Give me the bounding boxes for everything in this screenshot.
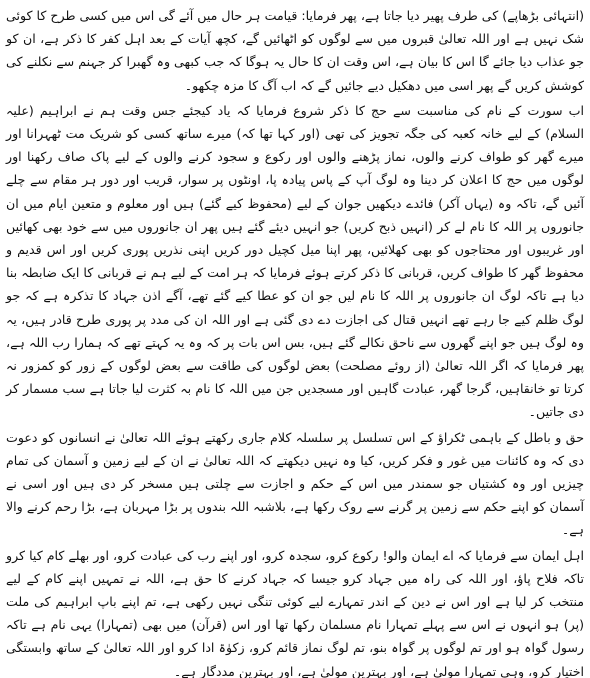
paragraph-hajj: اب سورت کے نام کی مناسبت سے حج کا ذکر شروع فرمایا کہ یاد کیجئے جس وقت ہم نے ابراہیم (علیہ السلام) کے لیے خانہ کعبہ کی جگہ تجویز کی تھی (اور کہا تھا کہ) میرے ساتھ کسی کو شریک مت ٹھہرانا اور میرے گھر کو طواف کرنے والوں، نماز پڑھنے والوں اور رکوع و سجود کرنے والوں کے لیے پاک صاف رکھنا اور لوگوں میں حج کا اعلان کر دینا وہ لوگ آپ کے پاس پیادہ پا، اونٹوں پر سوار، قریب اور دور ہر مقام سے چلے آئیں گے، تاکہ وہ (یہاں آکر) فائدے دیکھیں جوان کے لیے (محفوظ کیے گئے) ہیں اور معلوم و متعین ایام میں ان جانوروں پر اللہ کا نام لے کر (انہیں ذبح کریں) جو انہیں دیئے گئے ہیں پھر ان جانوروں میں سے خود بھی کھائیں اور غریبوں اور محتاجوں کو بھی کھلائیں، پھر اپنا میل کچیل دور کریں اپنی نذریں پوری کریں اور اس قدیم و محفوظ گھر کا طواف کریں، قربانی کا ذکر کرتے ہوئے فرمایا کہ ہر امت کے لیے ہم نے قربانی کا ایک ضابطہ بنا دیا ہے تاکہ لوگ ان جانوروں پر اللہ کا نام لیں جو ان کو عطا کیے گئے تھے، آگے اذن جہاد کا تذکرہ ہے کہ جو لوگ ظلم کیے جا رہے تھے انہیں قتال کی اجازت دے دی گئی ہے اور اللہ ان کی مدد پر پوری طرح قادر ہیں، یہ وہ لوگ ہیں جو اپنے گھروں سے ناحق نکالے گئے ہیں، بس اس بات پر کہ وہ یہ کہتے تھے کہ ہمارا رب اللہ ہے، پھر فرمایا کہ اگر اللہ تعالیٰ (از روئے مصلحت) بعض لوگوں کی طاقت سے بعض لوگوں کے زور کو کمزور نہ کرتا تو خانقاہیں، گرجا گھر، عبادت گاہیں اور مسجدیں جن میں اللہ کا نام بہ کثرت لیا جاتا ہے سب مسمار کر دی جاتیں۔ <box>6 102 584 420</box>
paragraph-reflection: حق و باطل کے باہمی ٹکراؤ کے اس تسلسل پر سلسلہ کلام جاری رکھتے ہوئے اللہ تعالیٰ نے انسانوں کو دعوت دی کہ وہ کائنات میں غور و فکر کریں، کیا وہ نہیں دیکھتے کہ اللہ تعالیٰ نے ان کے لیے زمین و آسمان کی تمام چیزیں اور وہ کشتیاں جو سمندر میں اس کے حکم و اجازت سے چلتی ہیں مسخر کر دی ہیں اور اسی نے آسمان کو اپنے حکم سے زمین پر گرنے سے روک رکھا ہے، بلاشبہ اللہ بندوں پر بڑا مہربان ہے، بڑا رحم کرنے والا ہے۔ <box>6 429 584 538</box>
paragraph-resurrection: (انتہائی بڑھاپے) کی طرف پھیر دیا جاتا ہے، پھر فرمایا: قیامت ہر حال میں آئے گی اس میں کسی طرح کا کوئی شک نہیں ہے اور اللہ تعالیٰ قبروں میں سے لوگوں کو اٹھائیں گے، کچھ آیات کے بعد اہل کفر کا ذکر ہے، ان کو جو عذاب دیا جائے گا اس کا بیان ہے، اس وقت ان کا حال یہ ہوگا کہ جب کبھی وہ گھبرا کر جہنم سے نکلنے کی کوشش کریں گے پھر اسی میں دھکیل دیے جائیں گے کہ اب آگ کا مزہ چکھو۔ <box>5 8 584 93</box>
paragraph-believers: اہل ایمان سے فرمایا کہ اے ایمان والو! رکوع کرو، سجدہ کرو، اور اپنے رب کی عبادت کرو، اور بھلے کام کیا کرو تاکہ فلاح پاؤ، اور اللہ کی راہ میں جہاد کرو جیسا کہ جہاد کرنے کا حق ہے، اللہ نے تمہیں اپنے کام کے لیے منتخب کر لیا ہے اور اس نے دین کے اندر تمہارے لیے کوئی تنگی نہیں رکھی ہے، تم اپنے باپ ابراہیم کی ملت (پر) ہو انہوں نے اس سے پہلے تمہارا نام مسلمان رکھا تھا اور اس (قرآن) میں بھی (تمہارا) یہی نام ہے تاکہ رسول گواہ ہو اور تم لوگوں پر گواہ بنو، تم لوگ نماز قائم کرو، زکوٰۃ ادا کرو اور اللہ تعالیٰ کے ساتھ وابستگی اختیار کرو، وہی تمہارا مولیٰ ہے، اور بہترین مولیٰ ہے، اور بہترین مددگار ہے۔ <box>6 547 584 678</box>
